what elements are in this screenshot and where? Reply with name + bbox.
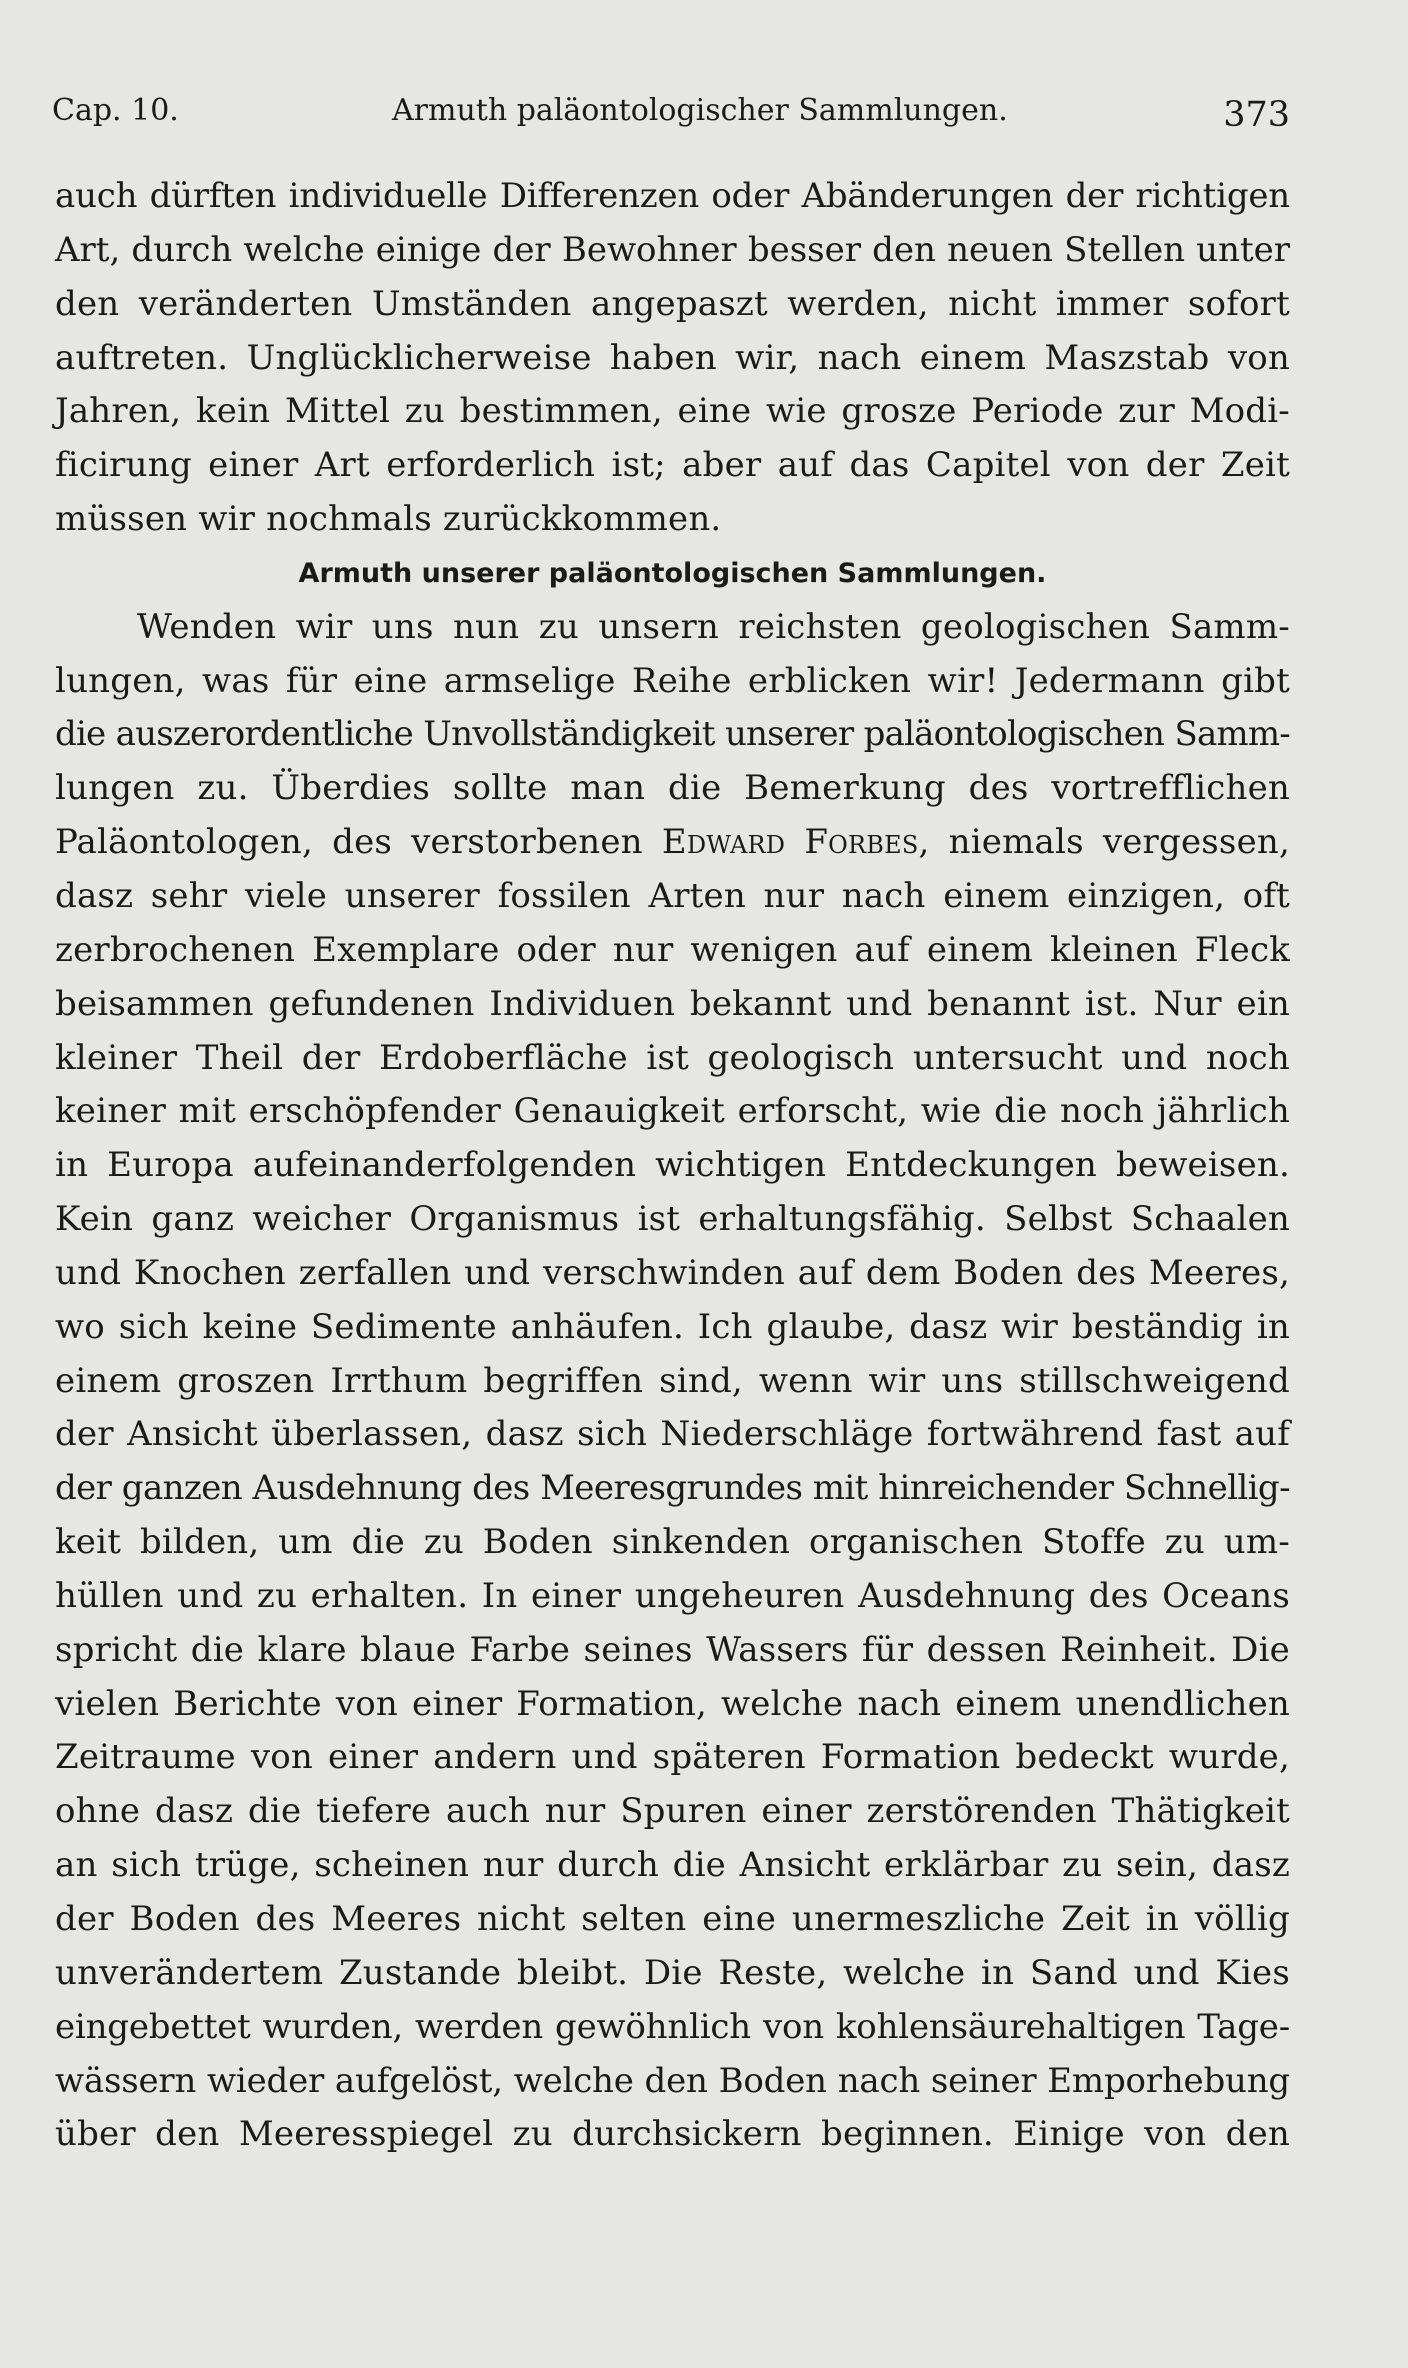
chapter-label: Cap. 10. — [52, 93, 179, 128]
paragraph — [55, 170, 1290, 547]
text-line: die auszerordentliche Unvollständigkeit unserer paläontologischen Samm- — [55, 714, 1290, 755]
text-line: der Boden des Meeres nicht selten eine unermeszliche Zeit in völlig — [55, 1899, 1290, 1939]
text-line: Zeitraume von einer andern und späteren Formation bedeckt wurde, — [55, 1737, 1290, 1778]
text-line: ohne dasz die tiefere auch nur Spuren einer zerstörenden Thätigkeit — [55, 1791, 1290, 1832]
text-line: eingebettet wurden, werden gewöhnlich von kohlensäurehaltigen Tage- — [55, 2006, 1290, 2047]
text-line: unverändertem Zustande bleibt. Die Reste, welche in Sand und Kies — [55, 1952, 1290, 1993]
text-line: lungen, was für eine armselige Reihe erblicken wir! Jedermann gibt — [55, 660, 1290, 701]
text-line: hüllen und zu erhalten. In einer ungeheuren Ausdehnung des Oceans — [55, 1575, 1290, 1616]
text-line: müssen wir nochmals zurückkommen. — [55, 499, 722, 540]
text-line: wo sich keine Sedimente anhäufen. Ich glaube, dasz wir beständig in — [55, 1306, 1290, 1347]
text-span: Paläontologen, des verstorbenen — [55, 822, 662, 863]
text-line: Kein ganz weicher Organismus ist erhaltungsfähig. Selbst Schaalen — [55, 1199, 1290, 1240]
text-line: dasz sehr viele unserer fossilen Arten nur nach einem einzigen, oft — [55, 875, 1290, 916]
text-line: auftreten. Unglücklicherweise haben wir, nach einem Maszstab von — [55, 337, 1290, 378]
page-number: 373 — [1223, 95, 1290, 135]
text-line: vielen Berichte von einer Formation, welche nach einem unendlichen — [55, 1683, 1290, 1724]
text-line: zerbrochenen Exemplare oder nur wenigen auf einem kleinen Fleck — [55, 929, 1290, 970]
text-span: , niemals vergessen, — [918, 822, 1291, 863]
running-title: Armuth paläontologischer Sammlungen. — [392, 93, 1008, 128]
text-line: Wenden wir uns nun zu unsern reichsten geologischen Samm- — [137, 606, 1290, 647]
text-line: lungen zu. Überdies sollte man die Bemerkung des vortrefflichen — [55, 768, 1290, 809]
text-line: der ganzen Ausdehnung des Meeresgrundes mit hinreichender Schnellig- — [55, 1468, 1290, 1509]
text-line: wässern wieder aufgelöst, welche den Boden nach seiner Emporhebung — [55, 2060, 1290, 2101]
text-line: Art, durch welche einige der Bewohner besser den neuen Stellen unter — [55, 229, 1290, 270]
text-line: ficirung einer Art erforderlich ist; aber auf das Capitel von der Zeit — [55, 445, 1290, 486]
author-name: Edward Forbes — [661, 822, 919, 863]
page-body — [55, 170, 1290, 2162]
text-line — [55, 816, 1290, 870]
text-line: einem groszen Irrthum begriffen sind, wenn wir uns stillschweigend — [55, 1360, 1290, 1401]
text-line: über den Meeresspiegel zu durchsickern beginnen. Einige von den — [55, 2114, 1290, 2155]
text-line: spricht die klare blaue Farbe seines Wassers für dessen Reinheit. Die — [55, 1629, 1290, 1670]
text-line: den veränderten Umständen angepaszt werden, nicht immer sofort — [55, 283, 1290, 324]
text-line: beisammen gefundenen Individuen bekannt und benannt ist. Nur ein — [55, 983, 1290, 1024]
text-line: keiner mit erschöpfender Genauigkeit erforscht, wie die noch jährlich — [55, 1091, 1290, 1132]
paragraph — [55, 601, 1290, 2162]
text-line: an sich trüge, scheinen nur durch die Ansicht erklärbar zu sein, dasz — [55, 1845, 1290, 1886]
text-line: kleiner Theil der Erdoberfläche ist geologisch untersucht und noch — [55, 1037, 1290, 1078]
text-line: Jahren, kein Mittel zu bestimmen, eine wie grosze Periode zur Modi- — [55, 391, 1290, 432]
section-heading: Armuth unserer paläontologischen Sammlungen. — [298, 557, 1047, 589]
text-line: und Knochen zerfallen und verschwinden auf dem Boden des Meeres, — [55, 1252, 1290, 1293]
text-line: der Ansicht überlassen, dasz sich Niederschläge fortwährend fast auf — [55, 1414, 1290, 1455]
text-line: in Europa aufeinanderfolgenden wichtigen Entdeckungen beweisen. — [55, 1145, 1290, 1186]
text-line: auch dürften individuelle Differenzen oder Abänderungen der richtigen — [55, 176, 1290, 216]
page-header — [52, 88, 1290, 134]
text-line: keit bilden, um die zu Boden sinkenden organischen Stoffe zu um- — [55, 1522, 1290, 1563]
